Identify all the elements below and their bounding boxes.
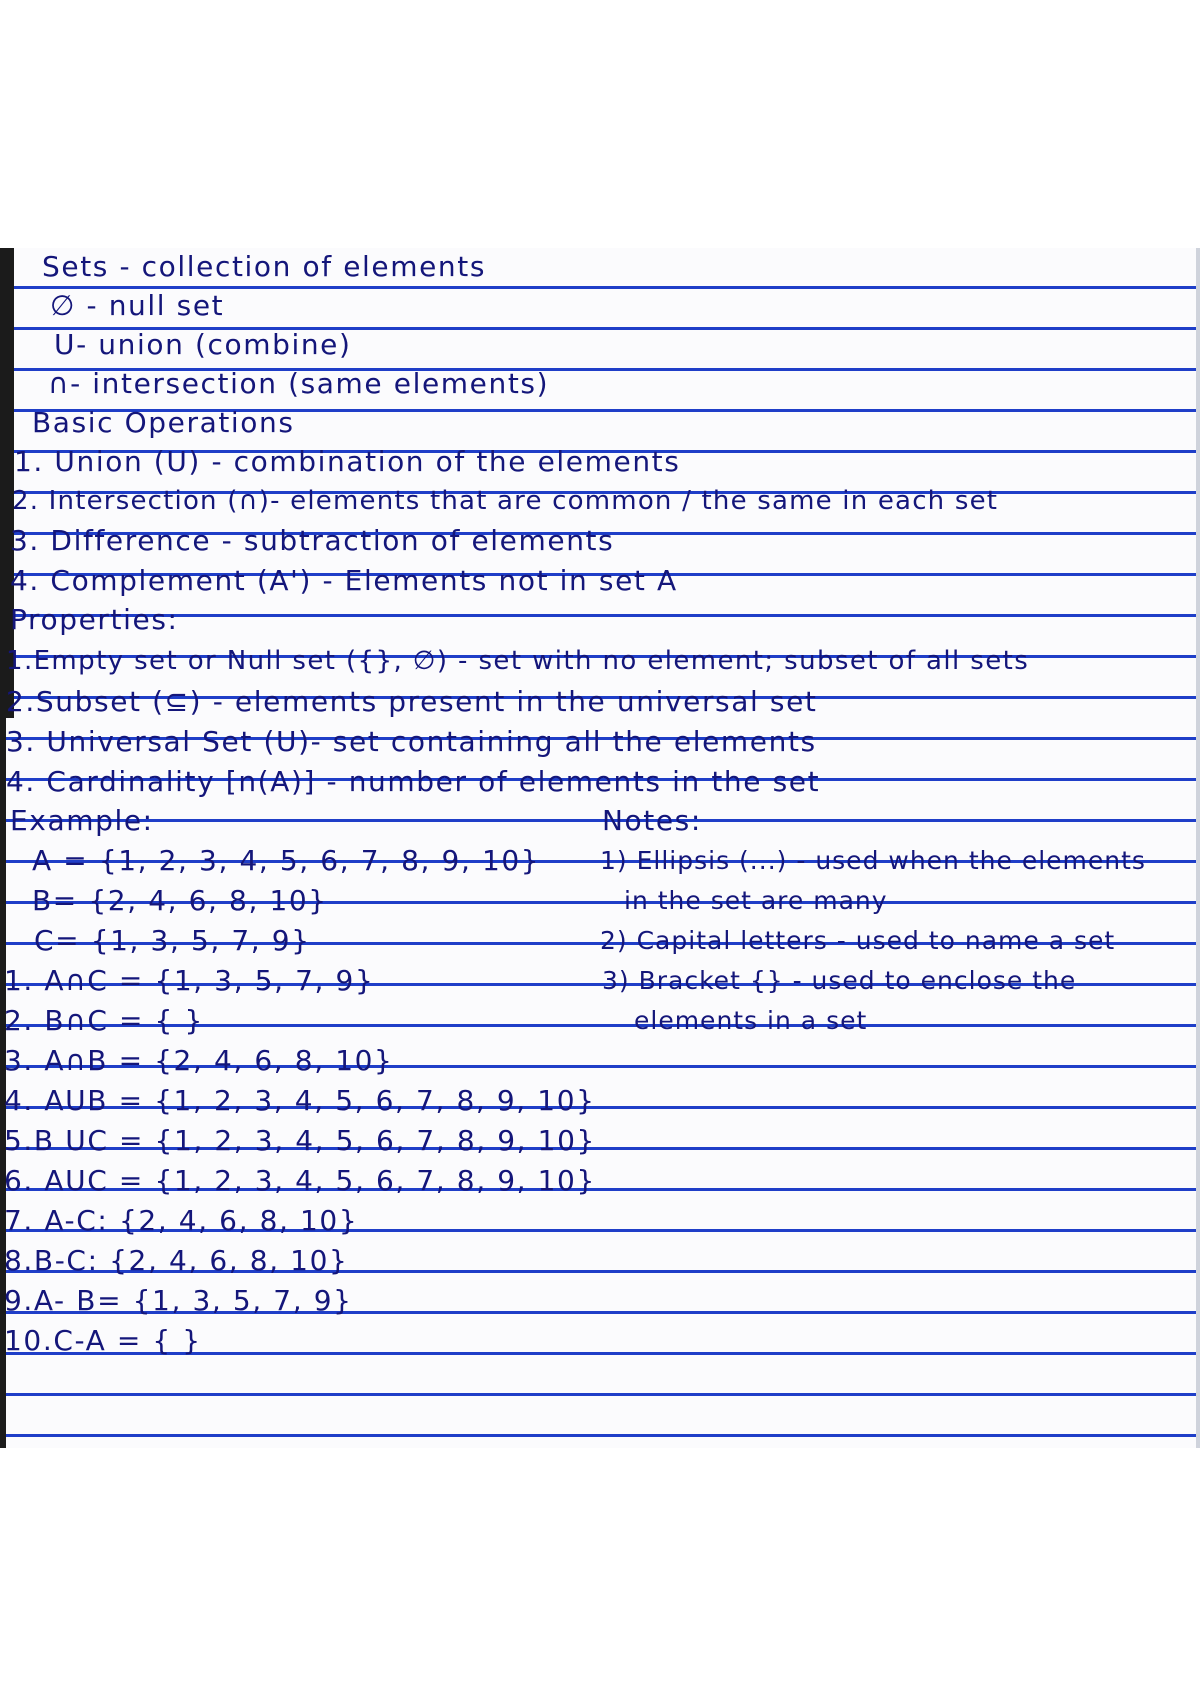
answer-line: 4. AUB = {1, 2, 3, 4, 5, 6, 7, 8, 9, 10} xyxy=(4,1084,596,1117)
example-heading: Example: xyxy=(10,804,154,837)
set-definition: C= {1, 3, 5, 7, 9} xyxy=(34,924,311,957)
definition-line: Sets - collection of elements xyxy=(42,250,487,283)
property-item: 1.Empty set or Null set ({}, ∅) - set with no element; subset of all sets xyxy=(6,646,1030,676)
answer-line: 5.B UC = {1, 2, 3, 4, 5, 6, 7, 8, 9, 10} xyxy=(4,1124,596,1157)
note-line: elements in a set xyxy=(634,1006,868,1035)
notebook-page xyxy=(0,248,1200,1448)
basic-operations-heading: Basic Operations xyxy=(32,406,295,439)
properties-heading: Properties: xyxy=(10,603,179,636)
note-line: in the set are many xyxy=(624,886,888,915)
property-item: 4. Cardinality [n(A)] - number of elements in the set xyxy=(6,765,821,798)
note-line: 2) Capital letters - used to name a set xyxy=(600,926,1116,955)
operation-item: 4. Complement (A') - Elements not in set A xyxy=(10,564,678,597)
answer-line: 9.A- B= {1, 3, 5, 7, 9} xyxy=(4,1284,353,1317)
answer-line: 6. AUC = {1, 2, 3, 4, 5, 6, 7, 8, 9, 10} xyxy=(4,1164,596,1197)
answer-line: 7. A-C: {2, 4, 6, 8, 10} xyxy=(4,1204,359,1237)
operation-item: 3. Difference - subtraction of elements xyxy=(10,524,615,557)
note-line: 1) Ellipsis (...) - used when the elements xyxy=(600,846,1146,875)
operation-item: 2. Intersection (∩)- elements that are common / the same in each set xyxy=(12,486,999,516)
page-right-edge xyxy=(1196,248,1200,1448)
notes-heading: Notes: xyxy=(602,804,702,837)
operation-item: 1. Union (U) - combination of the elements xyxy=(14,445,681,478)
answer-line: 8.B-C: {2, 4, 6, 8, 10} xyxy=(4,1244,349,1277)
set-definition: A = {1, 2, 3, 4, 5, 6, 7, 8, 9, 10} xyxy=(32,844,541,877)
property-item: 3. Universal Set (U)- set containing all the elements xyxy=(6,725,817,758)
answer-line: 3. A∩B = {2, 4, 6, 8, 10} xyxy=(4,1044,394,1077)
answer-line: 2. B∩C = { } xyxy=(4,1004,204,1037)
property-item: 2.Subset (⊆) - elements present in the universal set xyxy=(6,685,818,718)
answer-line: 10.C-A = { } xyxy=(4,1324,202,1357)
definition-line: ∅ - null set xyxy=(50,289,225,322)
set-definition: B= {2, 4, 6, 8, 10} xyxy=(32,884,328,917)
answer-line: 1. A∩C = {1, 3, 5, 7, 9} xyxy=(4,964,375,997)
definition-line: ∩- intersection (same elements) xyxy=(48,367,550,400)
definition-line: U- union (combine) xyxy=(54,328,352,361)
note-line: 3) Bracket {} - used to enclose the xyxy=(602,966,1077,995)
